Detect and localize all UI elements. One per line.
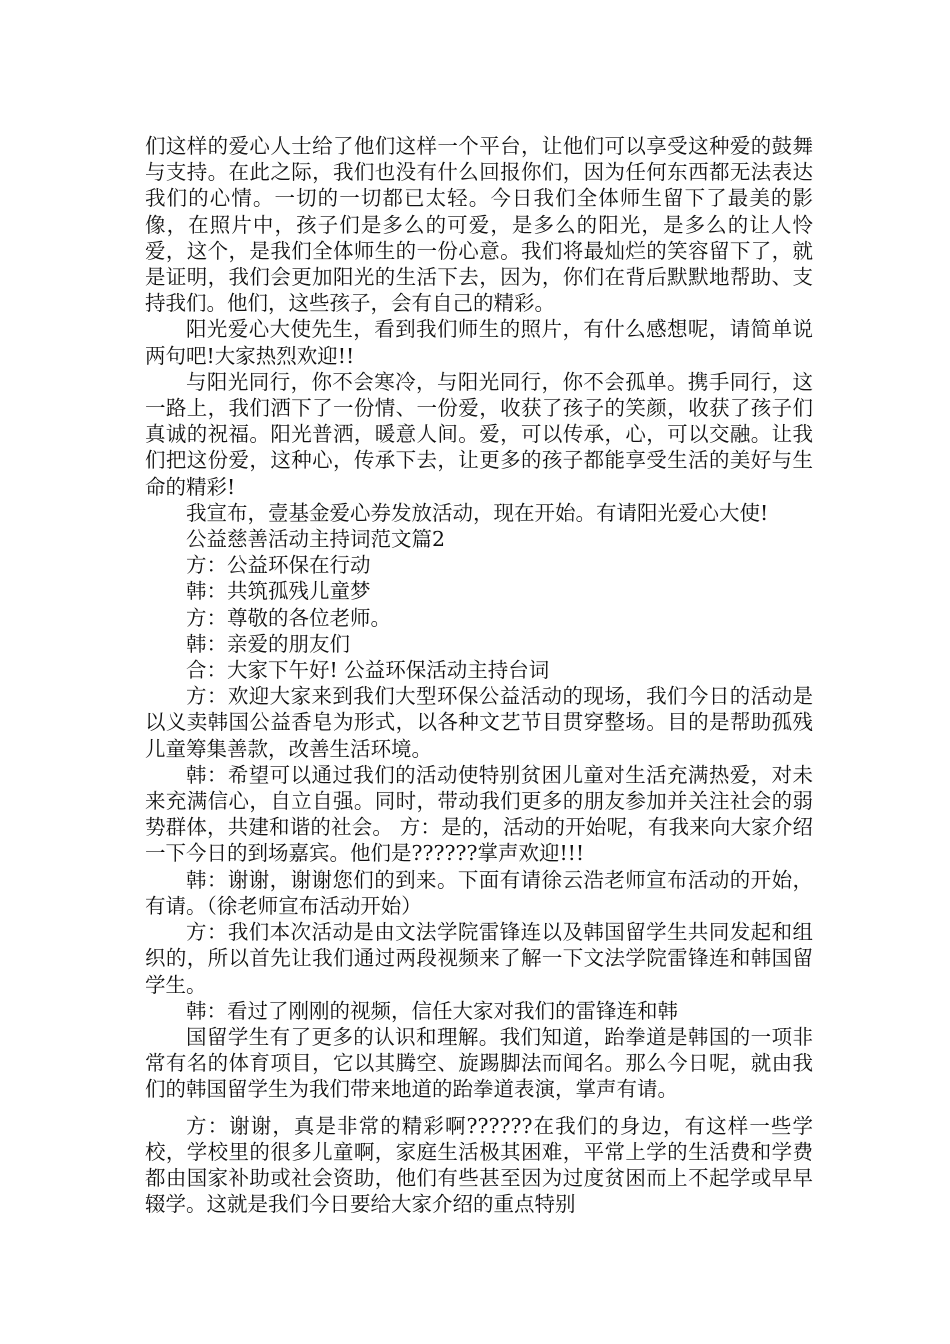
paragraph-10: 国留学生有了更多的认识和理解。我们知道，跆拳道是韩国的一项非常有名的体育项目，它以其腾空、旋踢脚法而闻名。那么今日呢，就由我们的韩国留学生为我们带来地道的跆拳道表演，掌声有请。 [145, 1024, 813, 1102]
paragraph-7: 韩：谢谢，谢谢您们的到来。下面有请徐云浩老师宣布活动的开始，有请。（徐老师宣布活动开始） [145, 867, 813, 918]
paragraph-2: 阳光爱心大使先生，看到我们师生的照片，有什么感想呢，请简单说两句吧!大家热烈欢迎!! [145, 317, 813, 368]
paragraph-1: 们这样的爱心人士给了他们这样一个平台，让他们可以享受这种爱的鼓舞与支持。在此之际，我们也没有什么回报你们，因为任何东西都无法表达我们的心情。一切的一切都已太轻。今日我们全体师生留下了最美的影像，在照片中，孩子们是多么的可爱，是多么的阳光，是多么的让人怜爱，这个，是我们全体师生的一份心意。我们将最灿烂的笑容留下了，就是证明，我们会更加阳光的生活下去，因为，你们在背后默默地帮助、支持我们。他们，这些孩子，会有自己的精彩。 [145, 134, 813, 316]
paragraph-4: 我宣布，壹基金爱心券发放活动，现在开始。有请阳光爱心大使! [186, 500, 769, 525]
paragraph-5: 方：欢迎大家来到我们大型环保公益活动的现场，我们今日的活动是以义卖韩国公益香皂为形式，以各种文艺节目贯穿整场。目的是帮助孤残儿童筹集善款，改善生活环境。 [145, 684, 813, 761]
paragraph-6: 韩：希望可以通过我们的活动使特别贫困儿童对生活充满热爱，对未来充满信心，自立自强。同时，带动我们更多的朋友参加并关注社会的弱势群体，共建和谐的社会。 方：是的，活动的开始呢，有我来向大家介绍一下今日的到场嘉宾。他们是??????掌声欢迎!!! [145, 762, 813, 866]
dialogue-line-4: 韩：亲爱的朋友们 [186, 631, 350, 656]
dialogue-line-2: 韩：共筑孤残儿童梦 [186, 579, 371, 604]
dialogue-line-5: 合：大家下午好! 公益环保活动主持台词 [186, 658, 550, 683]
paragraph-9: 韩：看过了刚刚的视频，信任大家对我们的雷锋连和韩 [186, 998, 678, 1023]
paragraph-3: 与阳光同行，你不会寒冷，与阳光同行，你不会孤单。携手同行，这一路上，我们洒下了一份情、一份爱，收获了孩子的笑颜，收获了孩子们真诚的祝福。阳光普洒，暖意人间。爱，可以传承，心，可以交融。让我们把这份爱，这种心，传承下去，让更多的孩子都能享受生活的美好与生命的精彩! [145, 369, 813, 499]
document-body [145, 133, 813, 1217]
section-title: 公益慈善活动主持词范文篇2 [186, 527, 446, 552]
dialogue-line-1: 方：公益环保在行动 [186, 553, 371, 578]
paragraph-8: 方：我们本次活动是由文法学院雷锋连以及韩国留学生共同发起和组织的，所以首先让我们通过两段视频来了解一下文法学院雷锋连和韩国留学生。 [145, 920, 813, 997]
paragraph-11: 方：谢谢，真是非常的精彩啊??????在我们的身边，有这样一些学校，学校里的很多儿童啊，家庭生活极其困难，平常上学的生活费和学费都由国家补助或社会资助，他们有些甚至因为过度贫困而上不起学或早早辍学。这就是我们今日要给大家介绍的重点特别 [145, 1113, 813, 1217]
dialogue-line-3: 方：尊敬的各位老师。 [186, 605, 391, 630]
paragraph-gap [145, 1103, 813, 1113]
